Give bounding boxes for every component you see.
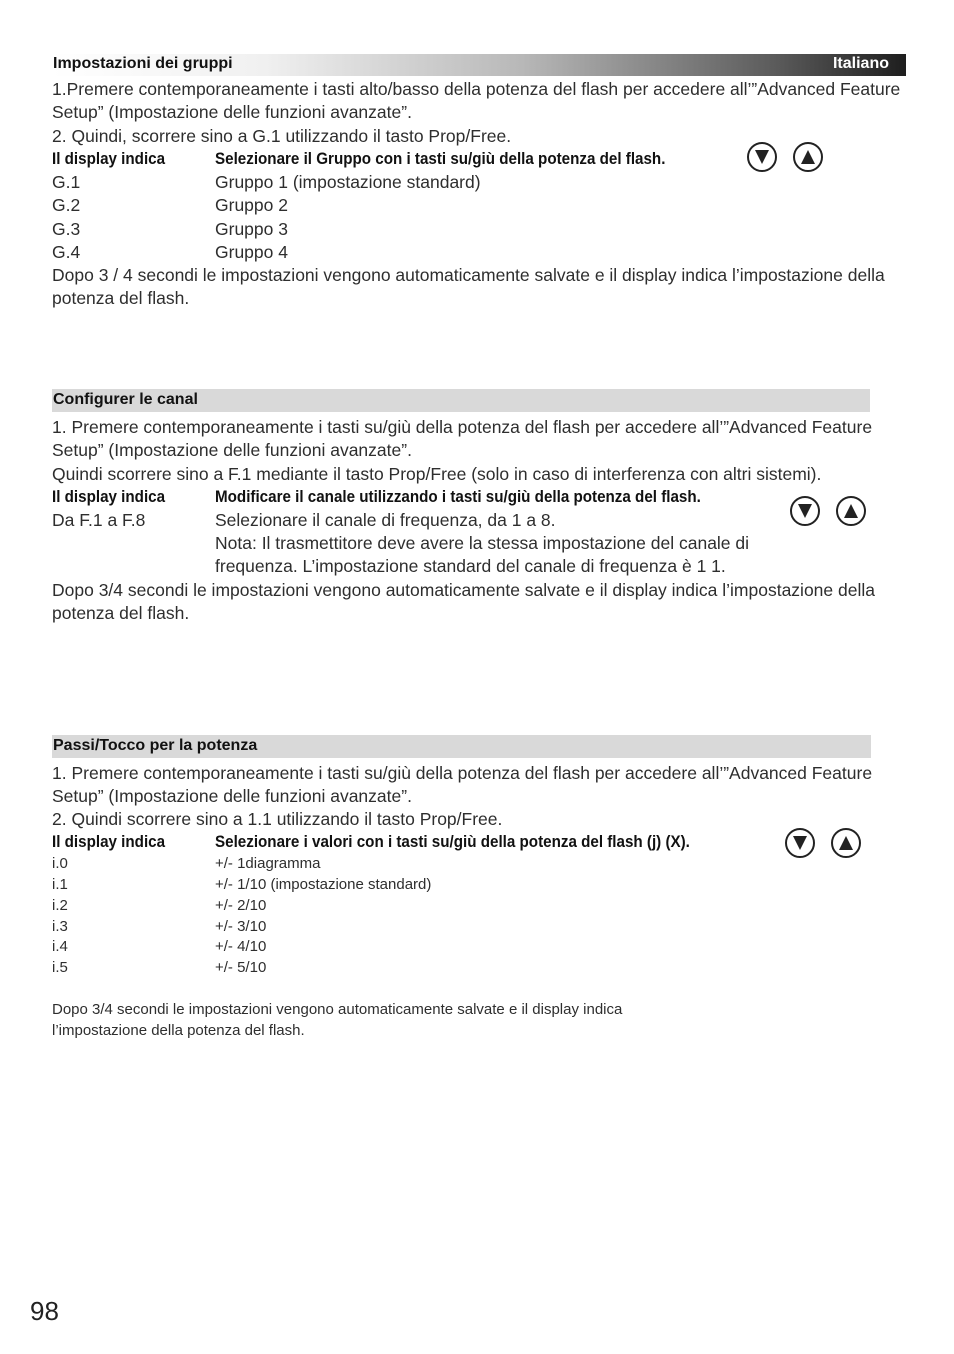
up-arrow-button-icon [793, 142, 823, 172]
paragraph: Dopo 3 / 4 secondi le impostazioni vengono automaticamente salvate e il display indica l’impostazione della potenza del flash. [52, 265, 885, 309]
table-row-code: i.2 [52, 897, 68, 914]
down-arrow-button-icon [785, 828, 815, 858]
table-row-code: i.4 [52, 938, 68, 955]
paragraph: 1. Premere contemporaneamente i tasti su/giù della potenza del flash per accedere all’”Advanced Feature Setup” (Impostazione delle funzioni avanzate”. [52, 417, 873, 461]
column-label: Il display indica [52, 833, 166, 851]
section-title-channel: Configurer le canal [53, 391, 198, 408]
up-arrow-button-icon [836, 496, 866, 526]
table-row-desc: +/- 5/10 [215, 959, 267, 976]
paragraph: l’impostazione della potenza del flash. [52, 1022, 305, 1039]
up-arrow-button-icon [831, 828, 861, 858]
table-row-desc: +/- 1/10 (impostazione standard) [215, 876, 432, 893]
note-line: Nota: Il trasmettitore deve avere la stessa impostazione del canale di [215, 533, 750, 553]
table-row-code: i.3 [52, 918, 68, 935]
table-row-desc: +/- 3/10 [215, 918, 267, 935]
paragraph: 2. Quindi scorrere sino a 1.1 utilizzando il tasto Prop/Free. [52, 809, 503, 829]
note-line: frequenza. L’impostazione standard del canale di frequenza è 1 1. [215, 556, 726, 576]
column-label: Il display indica [52, 150, 166, 168]
column-label: Il display indica [52, 488, 166, 506]
table-row-code: Da F.1 a F.8 [52, 510, 146, 530]
column-description: Selezionare i valori con i tasti su/giù della potenza del flash (j) (X). [215, 833, 690, 851]
table-row-code: i.0 [52, 855, 68, 872]
table-row-desc: Gruppo 2 [215, 195, 288, 215]
column-description: Modificare il canale utilizzando i tasti su/giù della potenza del flash. [215, 488, 701, 506]
section-title-groups: Impostazioni dei gruppi [53, 55, 233, 72]
paragraph: Quindi scorrere sino a F.1 mediante il tasto Prop/Free (solo in caso di interferenza con altri sistemi). [52, 464, 822, 484]
section-title-power-steps: Passi/Tocco per la potenza [53, 737, 258, 754]
table-row-code: i.1 [52, 876, 68, 893]
paragraph: 1.Premere contemporaneamente i tasti alto/basso della potenza del flash per accedere all’”Advanced Feature Setup” (Impostazione delle funzioni avanzate”. [52, 79, 901, 123]
paragraph: 1. Premere contemporaneamente i tasti su/giù della potenza del flash per accedere all’”Advanced Feature Setup” (Impostazione delle funzioni avanzate”. [52, 763, 873, 807]
down-arrow-button-icon [747, 142, 777, 172]
table-row-code: i.5 [52, 959, 68, 976]
table-row-desc: +/- 2/10 [215, 897, 267, 914]
table-row-code: G.3 [52, 219, 81, 239]
table-row-code: G.4 [52, 242, 81, 262]
down-arrow-button-icon [790, 496, 820, 526]
table-row-desc: Gruppo 1 (impostazione standard) [215, 172, 481, 192]
page-number: 98 [30, 1296, 59, 1326]
table-row-desc: +/- 4/10 [215, 938, 267, 955]
table-row-desc: +/- 1diagramma [215, 855, 321, 872]
paragraph: Dopo 3/4 secondi le impostazioni vengono automaticamente salvate e il display indica l’impostazione della potenza del flash. [52, 580, 875, 624]
table-row-desc: Gruppo 4 [215, 242, 288, 262]
paragraph: 2. Quindi, scorrere sino a G.1 utilizzando il tasto Prop/Free. [52, 126, 512, 146]
paragraph: Dopo 3/4 secondi le impostazioni vengono automaticamente salvate e il display indica [52, 1001, 623, 1018]
table-row-desc: Gruppo 3 [215, 219, 288, 239]
language-label: Italiano [832, 55, 889, 72]
table-row-code: G.2 [52, 195, 81, 215]
column-description: Selezionare il Gruppo con i tasti su/giù della potenza del flash. [215, 150, 666, 168]
table-row-desc: Selezionare il canale di frequenza, da 1 a 8. [215, 510, 556, 530]
table-row-code: G.1 [52, 172, 81, 192]
